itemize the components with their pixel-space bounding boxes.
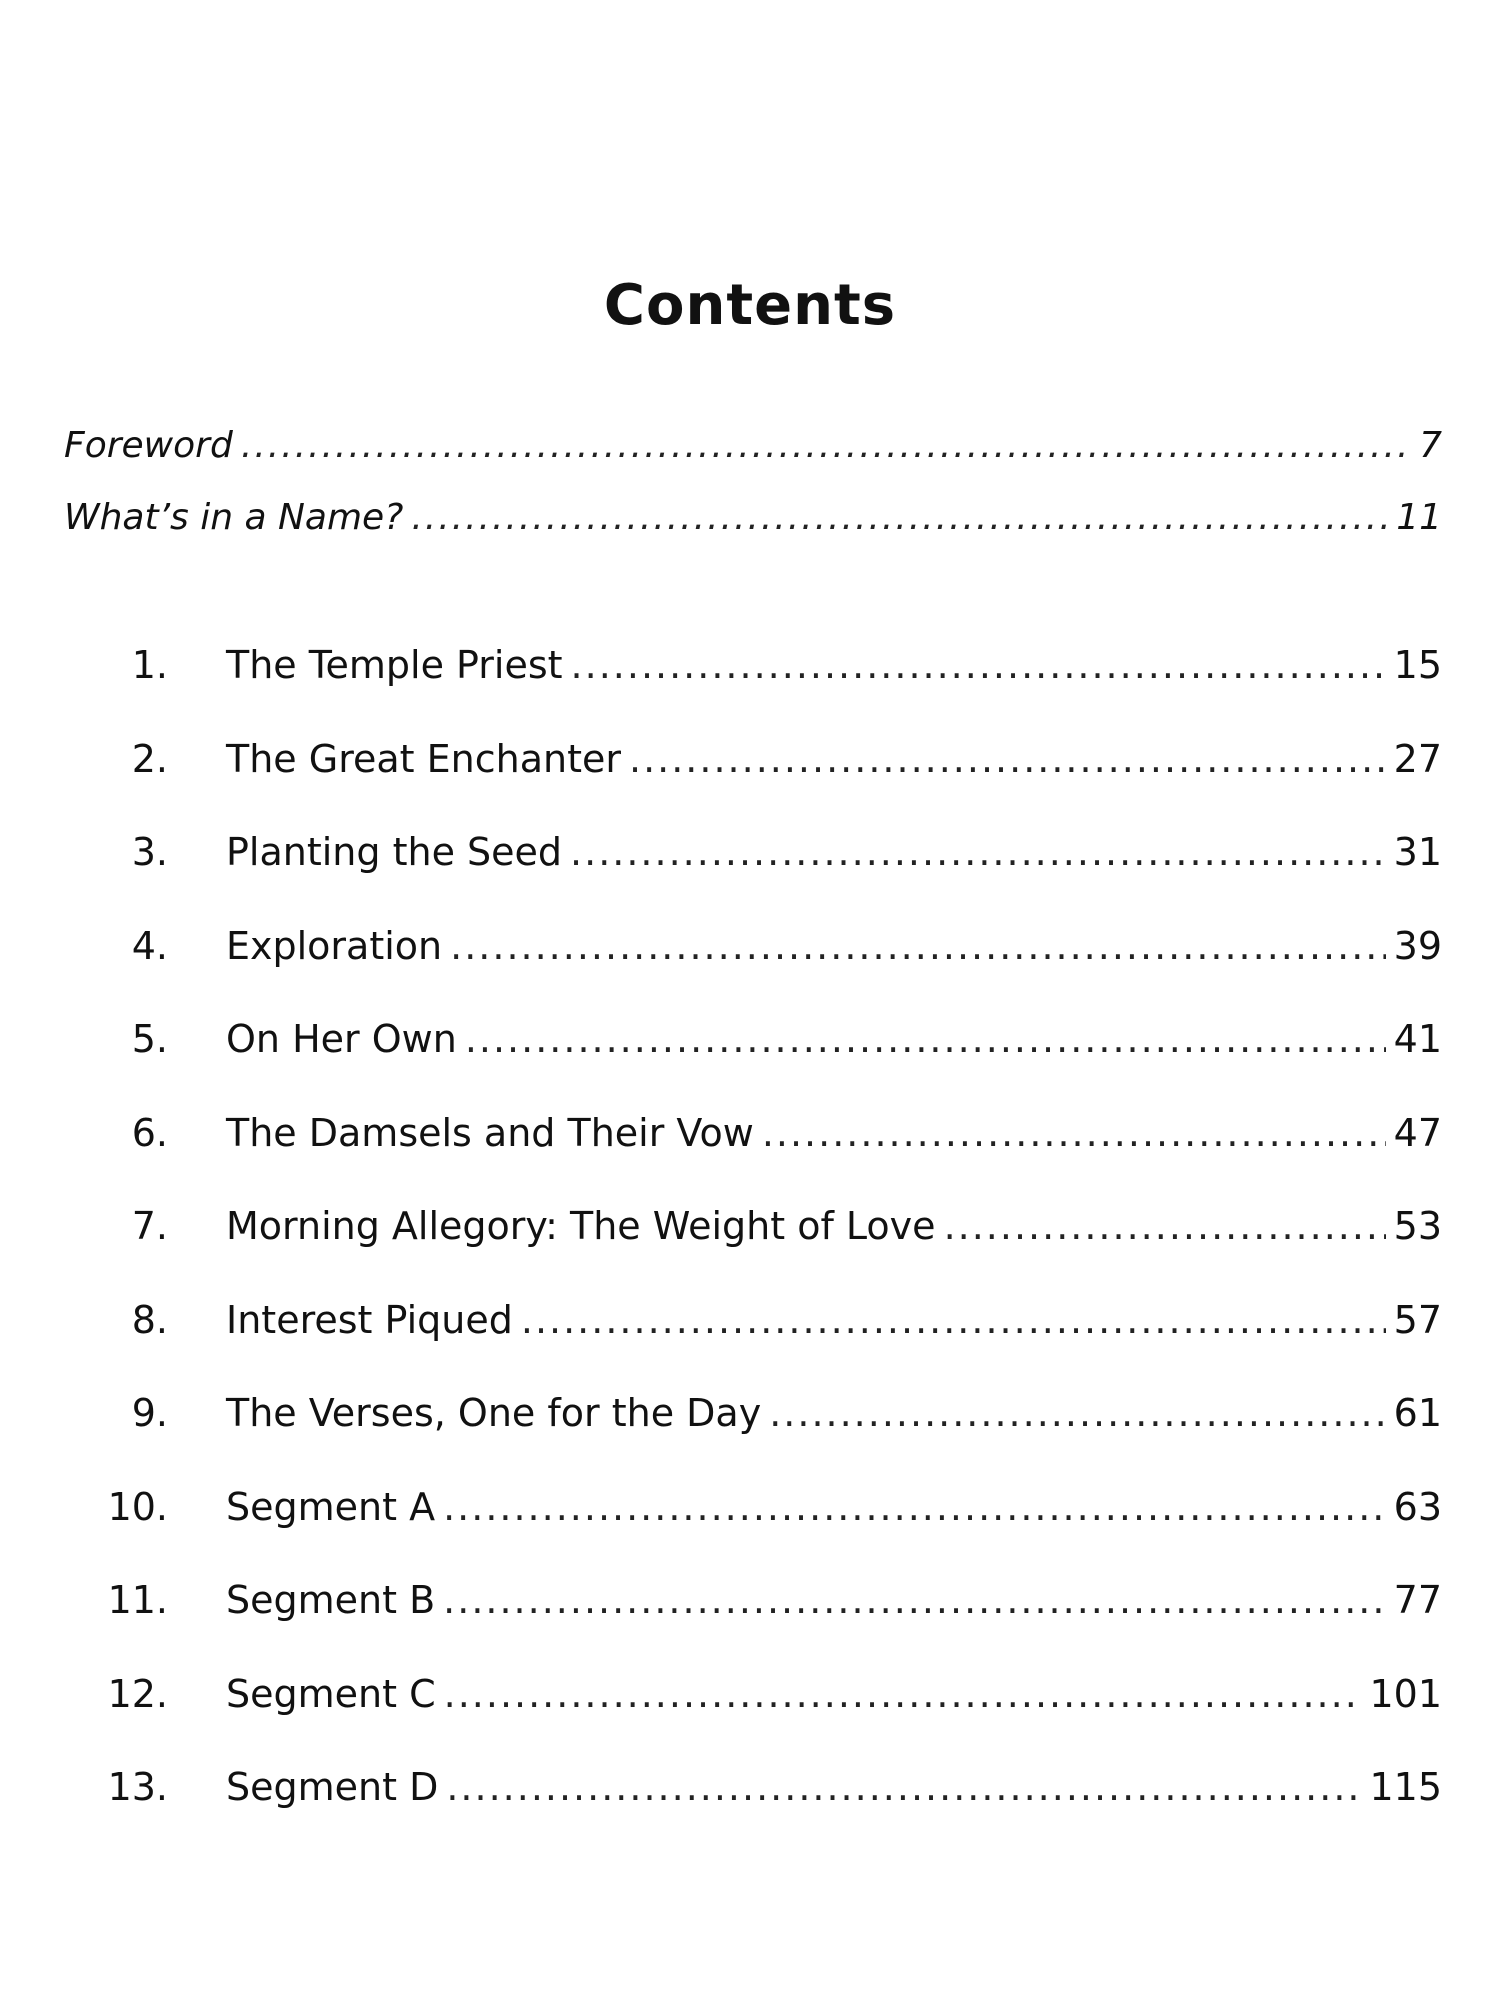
dot-leader	[762, 1111, 1386, 1155]
chapter-page-number: 41	[1393, 1017, 1442, 1061]
dot-leader	[446, 1765, 1361, 1809]
dot-leader	[443, 1578, 1385, 1622]
dot-leader	[465, 1017, 1386, 1061]
toc-entry-foreword[interactable]	[64, 425, 1442, 497]
dot-leader	[241, 425, 1411, 466]
toc-entry-label: Foreword	[64, 425, 233, 466]
dot-leader	[450, 924, 1386, 968]
chapter-title: The Damsels and Their Vow	[226, 1110, 754, 1155]
chapter-page-number: 115	[1369, 1765, 1442, 1809]
dot-leader	[629, 737, 1386, 781]
chapter-number: 7.	[131, 1204, 168, 1248]
chapter-number: 10.	[107, 1484, 168, 1529]
chapter-number: 1.	[131, 643, 168, 687]
chapter-page-number: 61	[1393, 1391, 1442, 1435]
chapter-page-number: 15	[1393, 643, 1442, 687]
chapter-title: The Great Enchanter	[226, 736, 621, 781]
chapter-title: Segment A	[226, 1484, 436, 1529]
dot-leader	[944, 1204, 1386, 1248]
toc-entry-label: What’s in a Name?	[64, 497, 404, 538]
toc-entry-chapter-8[interactable]	[60, 1298, 1442, 1392]
chapter-number: 8.	[131, 1297, 168, 1342]
chapter-number: 3.	[131, 830, 168, 874]
dot-leader	[571, 643, 1386, 687]
dot-leader	[570, 830, 1386, 874]
chapter-page-number: 77	[1393, 1578, 1442, 1622]
chapter-page-number: 39	[1393, 923, 1442, 968]
toc-entry-chapter-7[interactable]	[60, 1204, 1442, 1298]
toc-entry-whats-in-a-name[interactable]	[64, 497, 1442, 569]
page-title: Contents	[603, 273, 897, 338]
toc-entry-chapter-12[interactable]	[60, 1672, 1442, 1766]
chapter-title: Interest Piqued	[226, 1297, 513, 1342]
toc-entry-chapter-1[interactable]	[60, 643, 1442, 737]
chapter-page-number: 57	[1393, 1297, 1442, 1342]
toc-entry-chapter-13[interactable]	[60, 1765, 1442, 1859]
chapter-page-number: 47	[1393, 1110, 1442, 1155]
chapter-number: 5.	[131, 1017, 168, 1061]
toc-entry-chapter-3[interactable]	[60, 830, 1442, 924]
chapter-page-number: 53	[1393, 1204, 1442, 1248]
chapter-page-number: 27	[1393, 736, 1442, 781]
toc-entry-chapter-10[interactable]	[60, 1485, 1442, 1579]
chapter-number: 4.	[131, 923, 168, 968]
dot-leader	[444, 1672, 1362, 1716]
chapter-page-number: 31	[1393, 830, 1442, 874]
chapter-number: 12.	[107, 1671, 168, 1716]
chapter-number: 11.	[107, 1578, 168, 1622]
chapter-title: On Her Own	[226, 1017, 457, 1061]
chapter-number: 9.	[131, 1391, 168, 1435]
dot-leader	[411, 497, 1388, 538]
chapter-page-number: 63	[1393, 1484, 1442, 1529]
toc-entry-chapter-11[interactable]	[60, 1578, 1442, 1672]
toc-entry-chapter-2[interactable]	[60, 737, 1442, 831]
toc-entry-chapter-5[interactable]	[60, 1017, 1442, 1111]
chapter-page-number: 101	[1369, 1671, 1442, 1716]
chapter-title: Morning Allegory: The Weight of Love	[226, 1204, 936, 1248]
chapter-title: Exploration	[226, 923, 443, 968]
chapter-list	[60, 643, 1442, 1859]
dot-leader	[769, 1391, 1385, 1435]
chapter-title: Segment D	[226, 1765, 439, 1809]
toc-entry-page-number: 11	[1396, 497, 1442, 538]
toc-entry-chapter-4[interactable]	[60, 924, 1442, 1018]
chapter-title: The Temple Priest	[226, 643, 563, 687]
front-matter-list	[64, 425, 1442, 569]
chapter-title: The Verses, One for the Day	[226, 1391, 762, 1435]
dot-leader	[443, 1485, 1386, 1529]
chapter-title: Segment B	[226, 1578, 436, 1622]
toc-entry-chapter-9[interactable]	[60, 1391, 1442, 1485]
chapter-number: 2.	[131, 736, 168, 781]
chapter-title: Segment C	[226, 1671, 436, 1716]
chapter-title: Planting the Seed	[226, 830, 563, 874]
chapter-number: 13.	[107, 1765, 168, 1809]
chapter-number: 6.	[131, 1110, 168, 1155]
dot-leader	[521, 1298, 1386, 1342]
toc-entry-page-number: 7	[1419, 425, 1442, 466]
toc-entry-chapter-6[interactable]	[60, 1111, 1442, 1205]
